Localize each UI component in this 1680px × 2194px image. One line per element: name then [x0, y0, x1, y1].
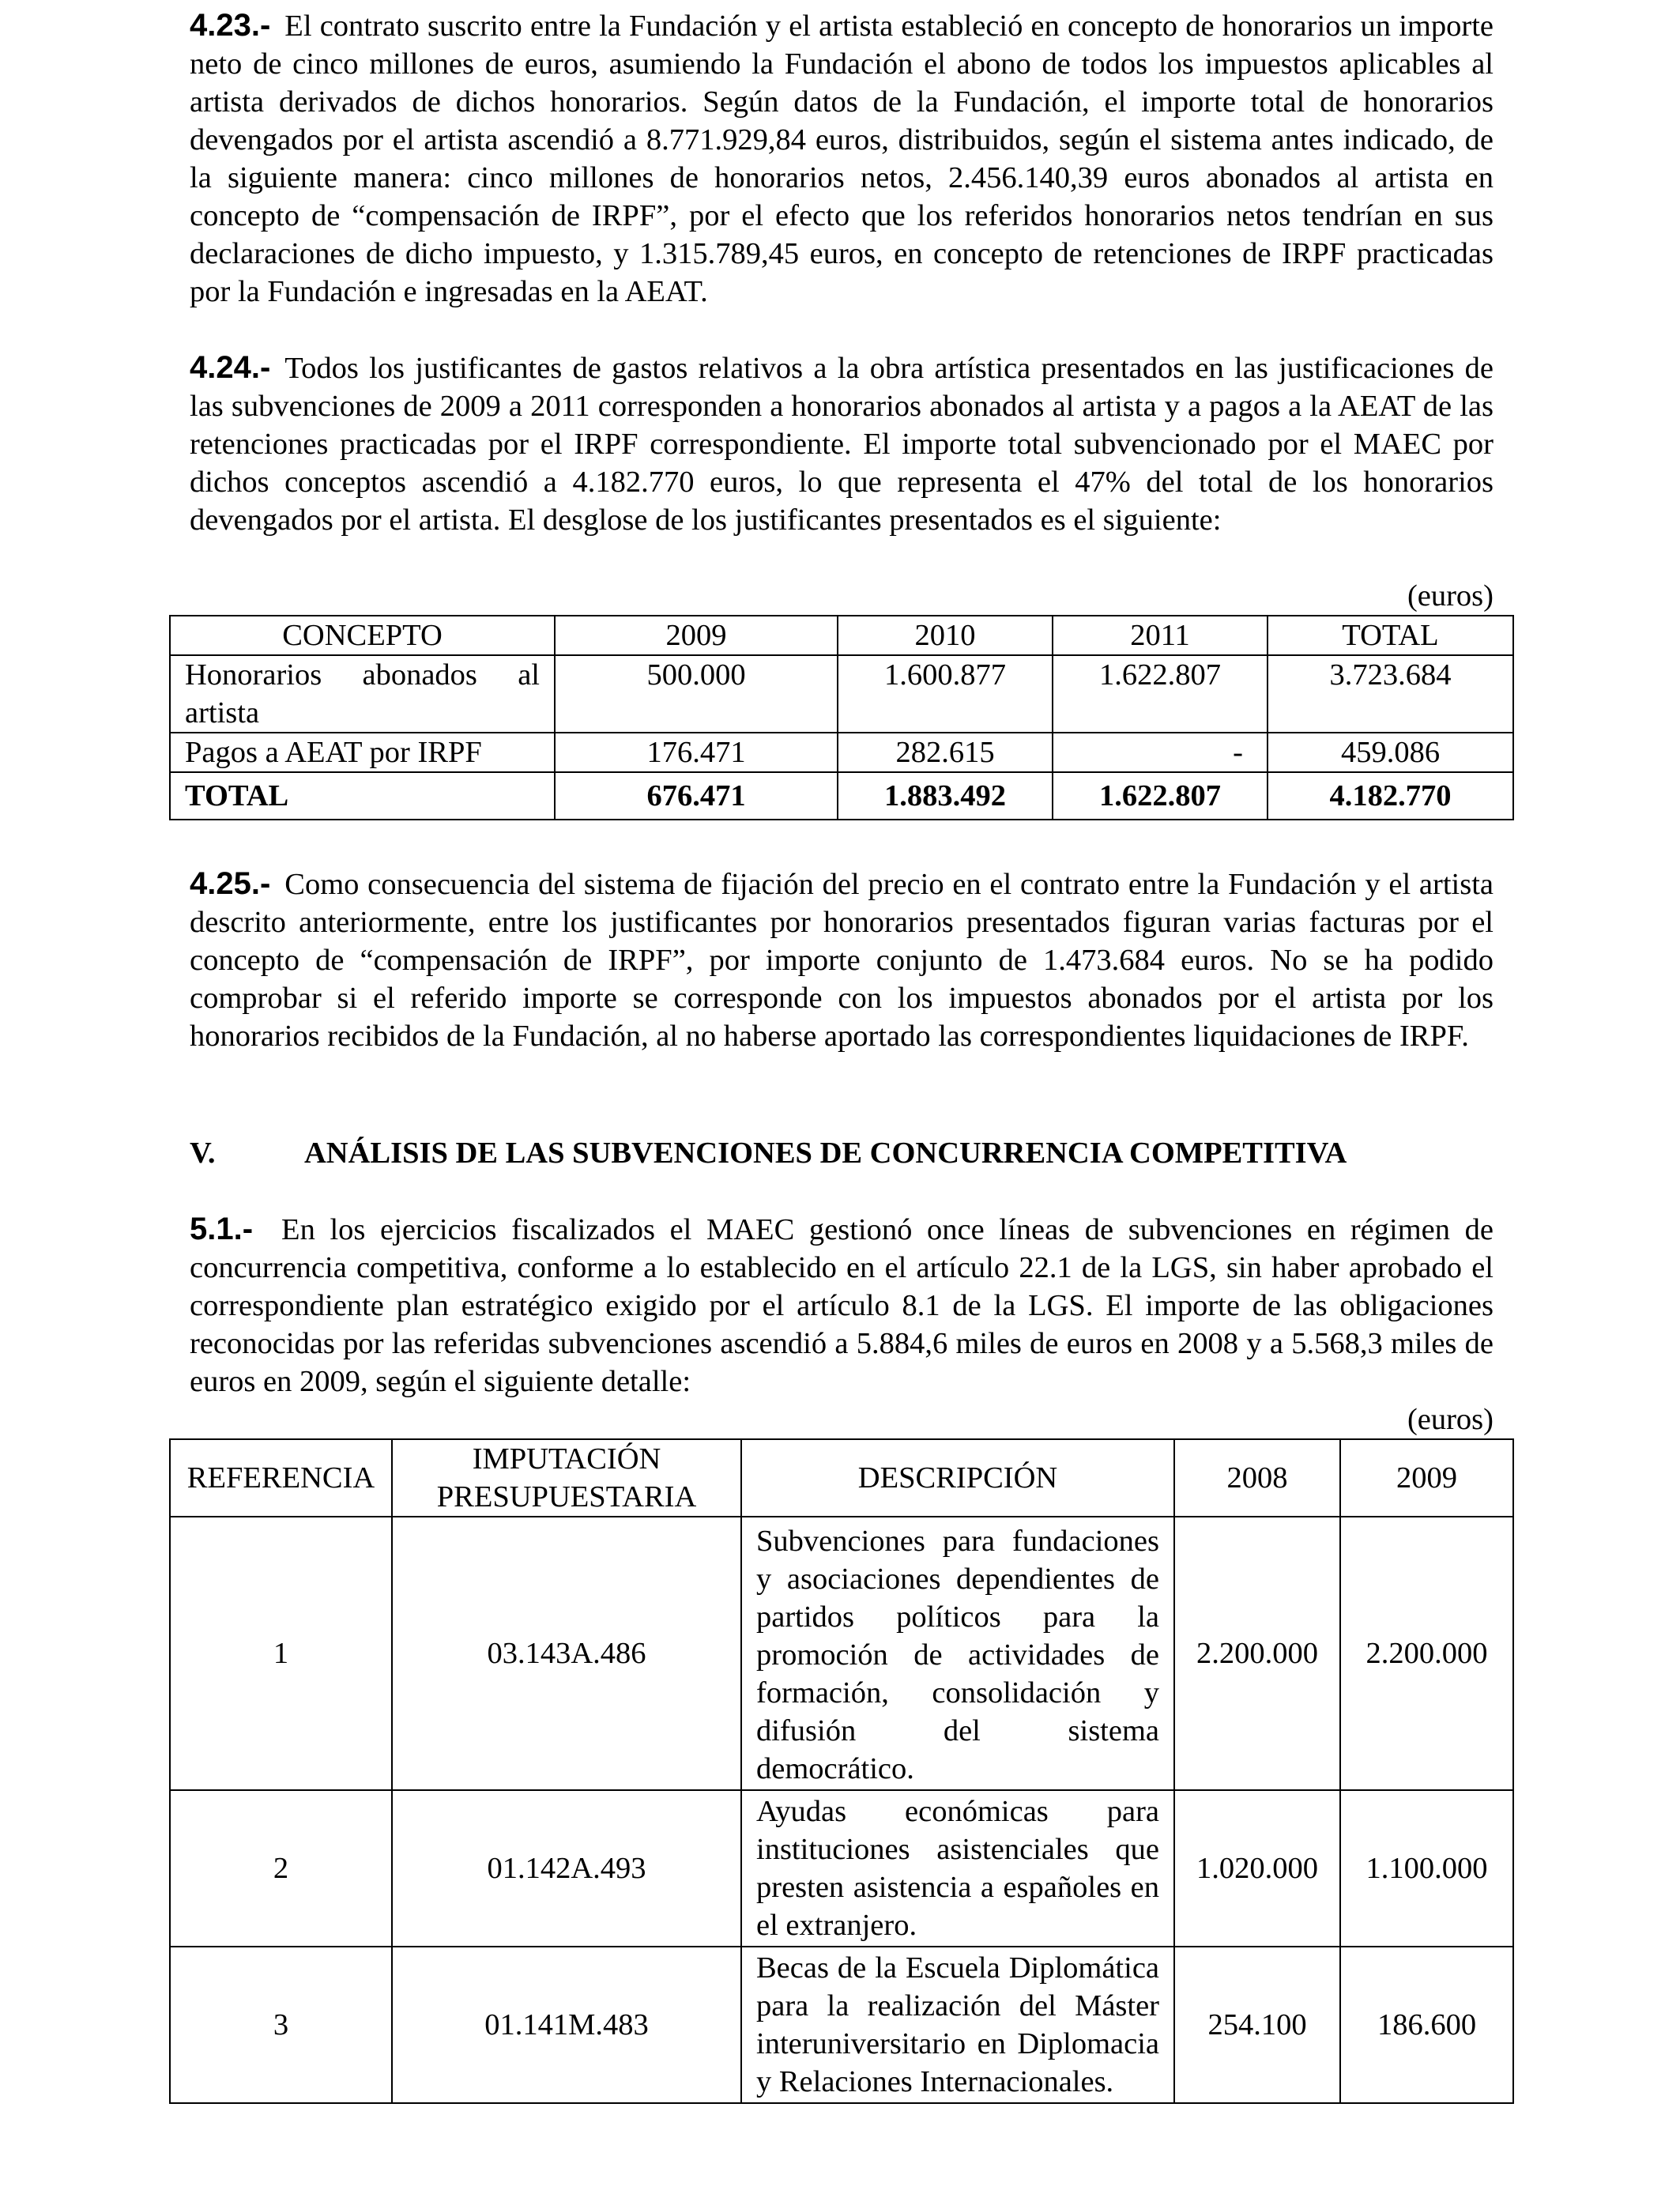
value-cell: 3.723.684	[1268, 655, 1513, 733]
table-row	[170, 1517, 1513, 1790]
paragraph-text: Como consecuencia del sistema de fijación del precio en el contrato entre la Fundación y el artista descrito anteriormente, entre los justificantes por honorarios presentados figuran varias facturas por el concepto de “compensación de IRPF”, por importe conjunto de 1.473.684 euros. No se ha podido comprobar si el referido importe se corresponde con los impuestos abonados por el artista por los honorarios recibidos de la Fundación, al no haberse aportado las correspondientes liquidaciones de IRPF.	[190, 868, 1494, 1053]
total-cell: 1.883.492	[838, 772, 1053, 820]
section-title: ANÁLISIS DE LAS SUBVENCIONES DE CONCURRENCIA COMPETITIVA	[304, 1137, 1347, 1170]
value-cell: -	[1053, 733, 1268, 772]
paragraph-number: 5.1.-	[190, 1212, 254, 1246]
paragraph-number: 4.24.-	[190, 350, 271, 385]
paragraph-number: 4.23.-	[190, 8, 271, 43]
descripcion-cell: Subvenciones para fundaciones y asociaciones dependientes de partidos políticos para la promoción de actividades de formación, consolidación y difusión del sistema democrático.	[741, 1517, 1174, 1790]
paragraph-4-24	[190, 349, 1494, 539]
header-cell: DESCRIPCIÓN	[741, 1439, 1174, 1517]
header-cell: TOTAL	[1268, 616, 1513, 655]
table-row	[170, 733, 1513, 772]
imputacion-cell: 03.143A.486	[392, 1517, 741, 1790]
header-cell: 2011	[1053, 616, 1268, 655]
header-cell: 2010	[838, 616, 1053, 655]
table-row	[170, 1947, 1513, 2103]
header-cell: IMPUTACIÓN PRESUPUESTARIA	[392, 1439, 741, 1517]
paragraph-4-23	[190, 6, 1494, 311]
value-cell: 186.600	[1340, 1947, 1513, 2103]
referencia-cell: 3	[170, 1947, 392, 2103]
value-cell: 254.100	[1174, 1947, 1340, 2103]
header-cell: REFERENCIA	[170, 1439, 392, 1517]
concepto-cell: Honorarios abonados al artista	[170, 655, 555, 733]
header-cell: 2008	[1174, 1439, 1340, 1517]
referencia-cell: 1	[170, 1517, 392, 1790]
paragraph-4-25	[190, 865, 1494, 1055]
imputacion-cell: 01.141M.483	[392, 1947, 741, 2103]
table1-unit: (euros)	[1407, 579, 1494, 613]
total-cell: 1.622.807	[1053, 772, 1268, 820]
value-cell: 1.020.000	[1174, 1790, 1340, 1947]
header-cell: 2009	[1340, 1439, 1513, 1517]
paragraph-text: El contrato suscrito entre la Fundación y el artista estableció en concepto de honorarios un importe neto de cinco millones de euros, asumiendo la Fundación el abono de todos los impuestos aplicables al artista derivados de dichos honorarios. Según datos de la Fundación, el importe total de honorarios devengados por el artista ascendió a 8.771.929,84 euros, distribuidos, según el sistema antes indicado, de la siguiente manera: cinco millones de honorarios netos, 2.456.140,39 euros abonados al artista en concepto de “compensación de IRPF”, por el efecto que los referidos honorarios netos tendrían en sus declaraciones de dicho impuesto, y 1.315.789,45 euros, en concepto de retenciones de IRPF practicadas por la Fundación e ingresadas en la AEAT.	[190, 9, 1494, 308]
header-cell: 2009	[555, 616, 838, 655]
table2-unit: (euros)	[1407, 1403, 1494, 1436]
referencia-cell: 2	[170, 1790, 392, 1947]
value-cell: 282.615	[838, 733, 1053, 772]
value-cell: 459.086	[1268, 733, 1513, 772]
concepto-cell: Pagos a AEAT por IRPF	[170, 733, 555, 772]
subvenciones-table	[169, 1438, 1514, 2104]
section-number: V.	[190, 1137, 216, 1170]
paragraph-text: En los ejercicios fiscalizados el MAEC gestionó once líneas de subvenciones en régimen de concurrencia competitiva, conforme a lo establecido en el artículo 22.1 de la LGS, sin haber aprobado el correspondiente plan estratégico exigido por el artículo 8.1 de la LGS. El importe de las obligaciones reconocidas por las referidas subvenciones ascendió a 5.884,6 miles de euros en 2008 y a 5.568,3 miles de euros en 2009, según el siguiente detalle:	[190, 1213, 1494, 1398]
descripcion-cell: Ayudas económicas para instituciones asistenciales que presten asistencia a españoles en el extranjero.	[741, 1790, 1174, 1947]
paragraph-number: 4.25.-	[190, 866, 271, 901]
total-cell: 676.471	[555, 772, 838, 820]
value-cell: 176.471	[555, 733, 838, 772]
table-row	[170, 655, 1513, 733]
value-cell: 500.000	[555, 655, 838, 733]
table-row	[170, 1790, 1513, 1947]
value-cell: 1.600.877	[838, 655, 1053, 733]
table-header-row	[170, 616, 1513, 655]
honorarios-table	[169, 615, 1514, 820]
value-cell: 1.100.000	[1340, 1790, 1513, 1947]
imputacion-cell: 01.142A.493	[392, 1790, 741, 1947]
value-cell: 2.200.000	[1340, 1517, 1513, 1790]
document-page	[185, 6, 1494, 2104]
value-cell: 1.622.807	[1053, 655, 1268, 733]
paragraph-5-1	[190, 1210, 1494, 1400]
table-total-row	[170, 772, 1513, 820]
total-label: TOTAL	[170, 772, 555, 820]
table-header-row	[170, 1439, 1513, 1517]
total-cell: 4.182.770	[1268, 772, 1513, 820]
section-heading	[190, 1134, 1494, 1172]
value-cell: 2.200.000	[1174, 1517, 1340, 1790]
descripcion-cell: Becas de la Escuela Diplomática para la realización del Máster interuniversitario en Diplomacia y Relaciones Internacionales.	[741, 1947, 1174, 2103]
paragraph-text: Todos los justificantes de gastos relativos a la obra artística presentados en las justificaciones de las subvenciones de 2009 a 2011 corresponden a honorarios abonados al artista y a pagos a la AEAT de las retenciones practicadas por el IRPF correspondiente. El importe total subvencionado por el MAEC por dichos conceptos ascendió a 4.182.770 euros, lo que representa el 47% del total de los honorarios devengados por el artista. El desglose de los justificantes presentados es el siguiente:	[190, 352, 1494, 537]
header-cell: CONCEPTO	[170, 616, 555, 655]
